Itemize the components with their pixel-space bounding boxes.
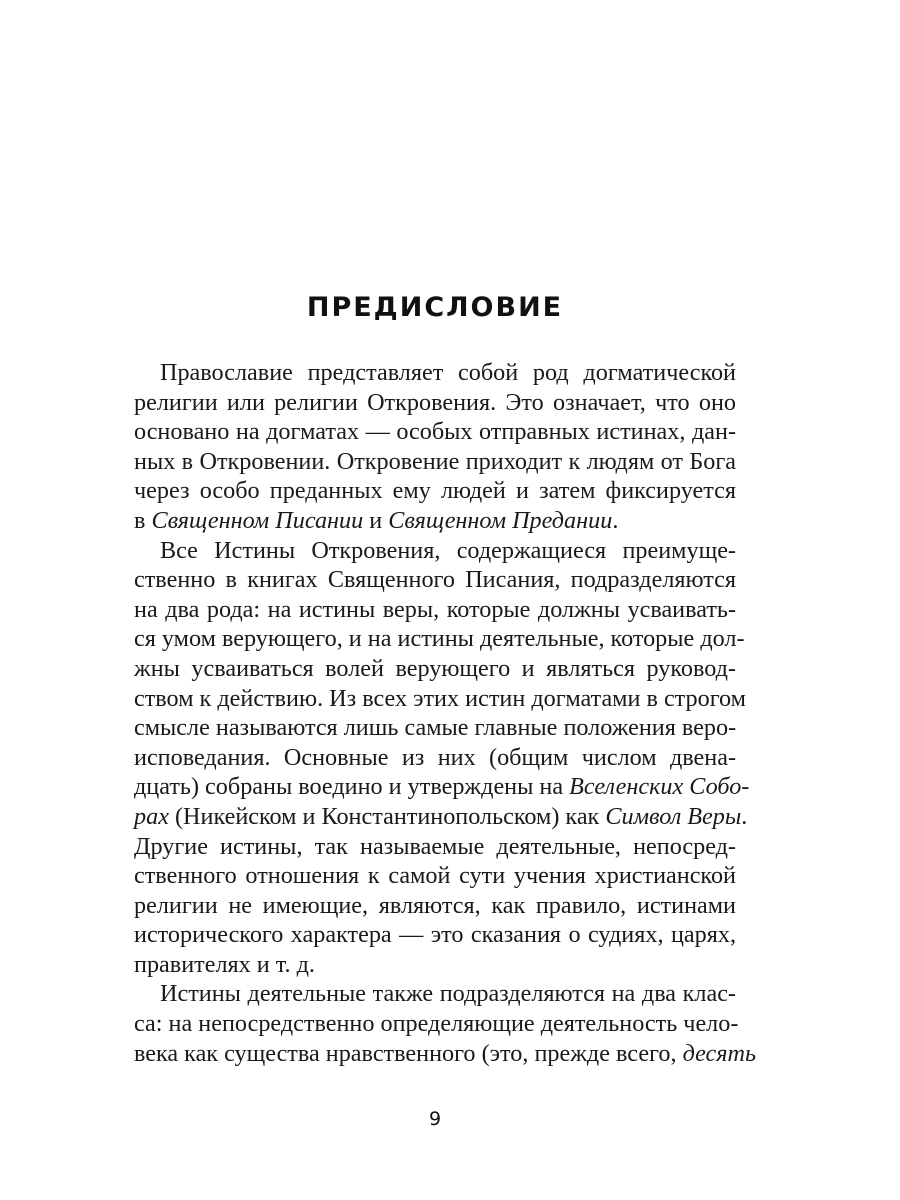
body-text — [134, 358, 756, 1068]
text-line: Все Истины Откровения, содержащиеся преимуще- — [160, 536, 736, 564]
italic-term: рах — [134, 802, 169, 830]
paragraph-1 — [134, 358, 736, 536]
italic-term: Вселенских Собо- — [569, 773, 750, 801]
text-run: и — [363, 506, 389, 534]
text-line: смысле называются лишь самые главные положения веро- — [134, 714, 737, 742]
text-line: жны усваиваться волей верующего и являться руковод- — [134, 654, 736, 682]
text-line: основано на догматах — особых отправных истинах, дан- — [134, 418, 736, 446]
book-page — [134, 0, 756, 1200]
paragraph-2 — [134, 536, 750, 980]
italic-term: Священном Писании — [151, 506, 364, 534]
text-line: через особо преданных ему людей и затем фиксируется — [134, 477, 736, 505]
italic-term: Символ Веры — [605, 802, 742, 830]
italic-term: Священном Предании — [388, 506, 613, 534]
text-line: религии или религии Откровения. Это означает, что оно — [134, 388, 736, 416]
italic-term: десять — [682, 1039, 756, 1067]
text-line: исторического характера — это сказания о судиях, царях, — [134, 921, 736, 949]
text-line: ных в Откровении. Откровение приходит к людям от Бога — [134, 447, 736, 475]
text-run: (Никейском и Константинопольском) как — [168, 802, 606, 830]
paragraph-3 — [134, 979, 756, 1068]
text-line: исповедания. Основные из них (общим числом двена- — [134, 743, 736, 771]
text-run: . — [741, 802, 748, 830]
text-line: Другие истины, так называемые деятельные, непосред- — [134, 832, 736, 860]
text-run: века как существа нравственного (это, прежде всего, — [134, 1039, 683, 1067]
text-line: правителях и т. д. — [134, 950, 315, 978]
text-line: на два рода: на истины веры, которые должны усваивать- — [134, 595, 736, 623]
text-line — [134, 1039, 756, 1069]
chapter-title: ПРЕДИСЛОВИЕ — [306, 292, 564, 323]
text-line — [134, 506, 736, 536]
text-run: в — [134, 506, 152, 534]
page-number: 9 — [428, 1108, 442, 1130]
text-line — [134, 772, 750, 802]
text-line: Православие представляет собой род догматической — [160, 359, 736, 386]
text-line: са: на непосредственно определяющие деятельность чело- — [134, 1010, 739, 1038]
text-line: ся умом верующего, и на истины деятельные, которые дол- — [134, 625, 745, 653]
text-line: ственно в книгах Священного Писания, подразделяются — [134, 566, 736, 594]
text-line: ственного отношения к самой сути учения христианской — [134, 862, 736, 890]
text-line: Истины деятельные также подразделяются на два клас- — [160, 980, 736, 1008]
text-line: ством к действию. Из всех этих истин догматами в строгом — [134, 684, 746, 712]
text-run: дцать) собраны воедино и утверждены на — [134, 773, 570, 801]
text-line: религии не имеющие, являются, как правило, истинами — [134, 891, 736, 919]
text-run: . — [612, 506, 619, 534]
text-line — [134, 802, 748, 832]
